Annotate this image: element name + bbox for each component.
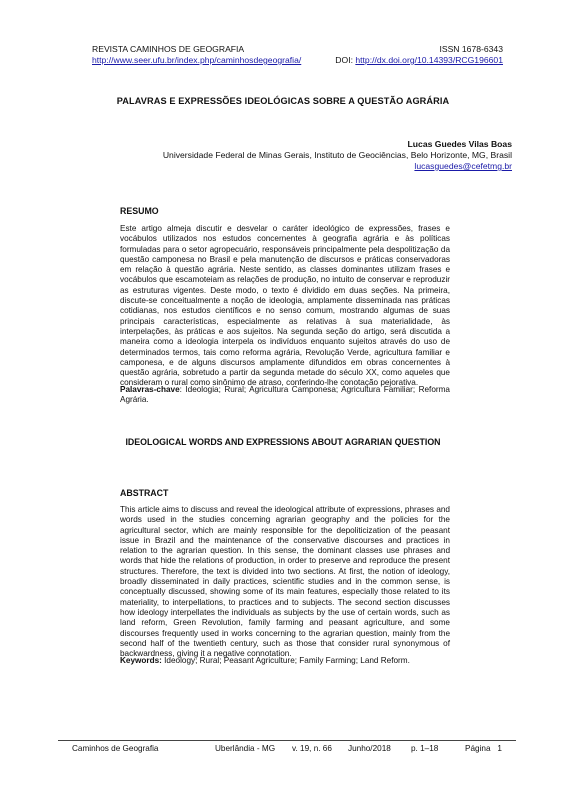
doi-link[interactable]: http://dx.doi.org/10.14393/RCG196601 — [355, 55, 503, 65]
journal-name: REVISTA CAMINHOS DE GEOGRAFIA — [92, 44, 245, 54]
resumo-heading: RESUMO — [120, 206, 159, 216]
resumo-text: Este artigo almeja discutir e desvelar o caráter ideológico de expressões, frases e vocábulos utilizados nos estudos concernentes à geografia agrária e às políticas formuladas para o setor agropecuário, responsáveis principalmente pela despolitização da questão camponesa no Brasil e pela manutenção de discursos e práticas conservadoras em relação à questão agrária. Neste sentido, as classes dominantes utilizam frases e vocábulos que escamoteiam as relações de produção, no intuito de conservar e reproduzir as estruturas vigentes. Deste modo, o texto é dividido em duas seções. Na primeira, discute-se conceitualmente a noção de ideologia, amplamente disseminada nas práticas cotidianas, nos estudos científicos e no senso comum, mostrando algumas de suas principais características, especialmente as relativas à sua materialidade, às interpelações, às práticas e aos sujeitos. Na segunda seção do artigo, será discutida a maneira como a ideologia interpela os indivíduos enquanto sujeitos através do uso de determinados termos, tais como reforma agrária, Revolução Verde, agricultura familiar e camponesa, e de alguns discursos amplamente difundidos em obras concernentes à questão agrária, sobretudo a partir da segunda metade do século XX, como aqueles que consideram o rural como sinônimo de atraso, conferindo-lhe conotação pejorativa. — [120, 224, 450, 388]
abstract-keywords — [120, 656, 450, 666]
doi-line — [335, 55, 503, 66]
journal-header — [92, 44, 301, 66]
palavras-chave-label: Palavras-chave — [120, 385, 180, 394]
keywords-label: Keywords: — [120, 656, 162, 665]
issn: ISSN 1678-6343 — [439, 44, 503, 54]
abstract-heading: ABSTRACT — [120, 488, 169, 498]
footer-page-number: Página 1 — [465, 744, 502, 753]
keywords-values: Ideology; Rural; Peasant Agriculture; Family Farming; Land Reform. — [161, 656, 410, 665]
doi-header — [335, 44, 503, 66]
author-affiliation: Universidade Federal de Minas Gerais, Instituto de Geociências, Belo Horizonte, MG, Brasil — [162, 150, 512, 160]
footer-pages: p. 1–18 — [411, 744, 439, 753]
footer-date: Junho/2018 — [348, 744, 391, 753]
doi-label: DOI: — [335, 55, 353, 65]
journal-url-link[interactable]: http://www.seer.ufu.br/index.php/caminhosdegeografia/ — [92, 55, 302, 65]
palavras-chave-values: : Ideologia; Rural; Agricultura Camponesa; Agricultura Familiar; Reforma Agrária. — [120, 385, 450, 405]
abstract-text: This article aims to discuss and reveal the ideological attribute of expressions, phrases and words used in the studies concerning agrarian geography and the policies for the agricultural sector, which are mainly responsible for the depoliticization of the peasant issue in Brazil and the maintenance of the conservative discourses and practices in relation to the agrarian question. In this sense, the dominant classes use phrases and words that hide the relations of production, in order to preserve and reproduce the present structures. Therefore, the text is divided into two sections. At first, the notion of ideology, broadly disseminated in daily practices, scientific studies and in the common sense, is conceptually discussed, showing some of its main features, especially those related to its materiality, to interpellations, to practices and to subjects. The second section discusses how ideology interpellates the individuals as subjects by the use of certain words, such as land reform, Green Revolution, family farming and peasant agriculture, and some discourses frequently used in works concerning to the agrarian question, mainly from the second half of the twentieth century, such as those that consider rural synonymous of backwardness, giving it a negative connotation. — [120, 505, 450, 659]
footer-divider — [58, 740, 516, 741]
author-name: Lucas Guedes Vilas Boas — [407, 139, 512, 149]
author-block — [163, 139, 512, 172]
author-email-link[interactable]: lucasguedes@cefetmg.br — [414, 161, 512, 171]
resumo-keywords — [120, 385, 450, 406]
english-title: IDEOLOGICAL WORDS AND EXPRESSIONS ABOUT AGRARIAN QUESTION — [125, 437, 441, 447]
article-title: PALAVRAS E EXPRESSÕES IDEOLÓGICAS SOBRE A QUESTÃO AGRÁRIA — [116, 96, 450, 106]
footer-volume: v. 19, n. 66 — [292, 744, 332, 753]
footer-journal: Caminhos de Geografia — [72, 744, 159, 753]
footer-city: Uberlândia - MG — [215, 744, 276, 753]
